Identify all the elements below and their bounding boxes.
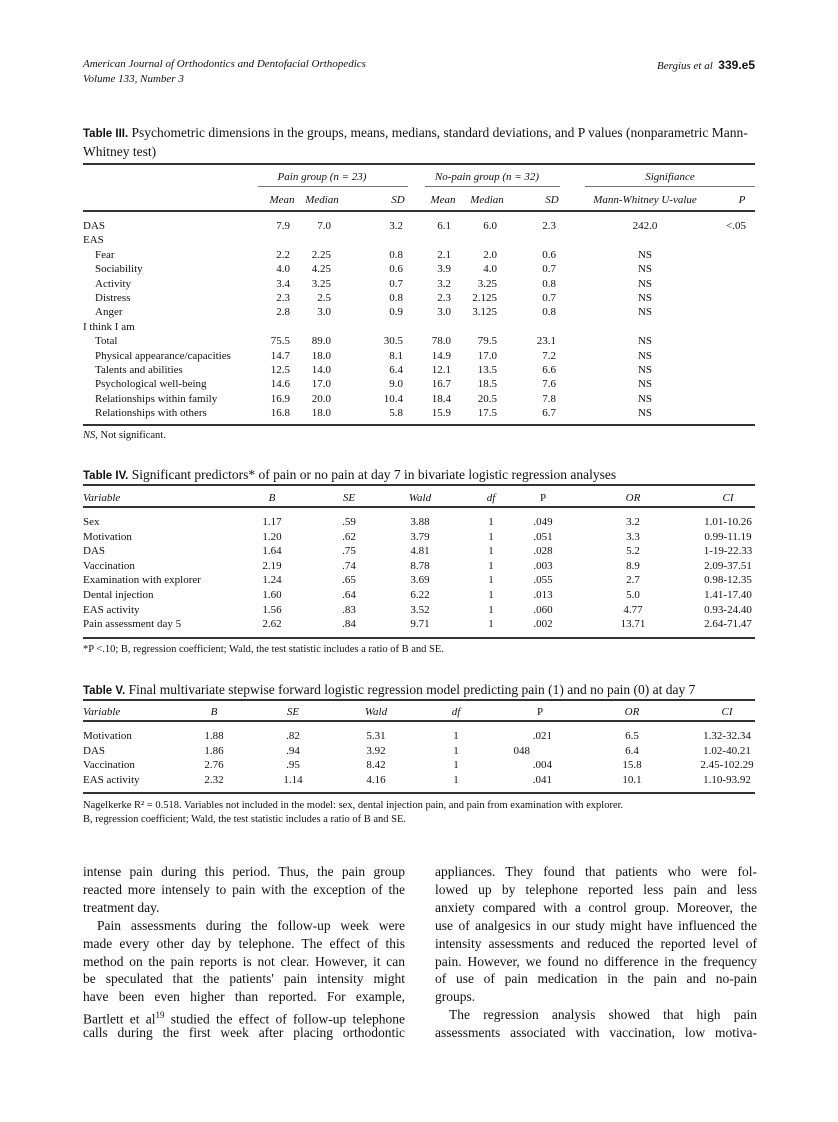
table3-row-label: Total: [95, 335, 118, 348]
table3-cell: 16.8: [270, 407, 290, 420]
table4-label: Table IV.: [83, 470, 129, 482]
table3-cell: NS: [637, 263, 653, 276]
table3-column-header: Mann-Whitney U-value: [593, 194, 697, 206]
group-underline: [258, 186, 408, 187]
table3-row-label: I think I am: [83, 320, 135, 333]
t5-bottom-rule: [83, 792, 755, 794]
table3-cell: 7.8: [542, 392, 556, 405]
table3-cell: 2.8: [276, 306, 290, 319]
t5-cell: .004: [532, 759, 552, 772]
table3-cell: 2.0: [483, 248, 497, 261]
table3-cell: NS: [637, 378, 653, 391]
table3-cell: 6.6: [542, 364, 556, 376]
t4-cell: 1: [488, 574, 494, 587]
t5-cell: 5.31: [366, 730, 386, 742]
t5-cell: 1: [453, 773, 459, 786]
t5-cell: 1.88: [204, 730, 224, 742]
t5-cell: 4.16: [366, 773, 386, 786]
body-line-left: Bartlett et $al^{19}$ studied the effect of follow-up telephone: [83, 1010, 405, 1027]
body-line-right: anxiety compared with a control group. Moreover, the: [435, 899, 757, 915]
body-line-left: calls during the first week after placing orthodontic: [83, 1025, 405, 1041]
table3-cell: 4.0: [483, 263, 497, 276]
t4-cell: .83: [342, 603, 356, 616]
table3-cell: 14.7: [270, 349, 290, 362]
t4-cell: 0.99-11.19: [704, 530, 752, 543]
t4-cell: 3.69: [410, 574, 430, 587]
t5-cell: 1.14: [283, 773, 303, 786]
t4-cell: 1.41-17.40: [704, 589, 752, 601]
table3-cell: 6.0: [483, 220, 497, 232]
table3-cell: 0.8: [542, 306, 556, 319]
table3-cell: 2.125: [472, 292, 497, 304]
t4-cell: 0.98-12.35: [704, 574, 752, 587]
table3-cell: NS: [637, 392, 653, 405]
table3-cell: 75.5: [270, 335, 290, 348]
t4-cell: 1: [488, 545, 494, 558]
t4-cell: 1: [488, 618, 494, 631]
t4-cell: 2.7: [626, 574, 640, 587]
table3-cell: 7.2: [542, 349, 556, 362]
table3-cell: 23.1: [536, 335, 556, 348]
table3-cell: 0.8: [542, 277, 556, 290]
table3-cell: 242.0: [632, 220, 658, 232]
table3-cell: 20.0: [311, 392, 331, 405]
t4-cell: .060: [533, 603, 553, 616]
table3-cell: 7.0: [317, 220, 331, 232]
t4-cell: 8.78: [410, 559, 430, 572]
t5-header-rule: [83, 720, 755, 722]
table5-top-rule: [83, 699, 755, 701]
t5-cell: 1.86: [204, 744, 224, 757]
table3-row-label: Anger: [95, 306, 123, 319]
t5-row-label: Vaccination: [83, 759, 135, 772]
table3-row-label: Distress: [95, 292, 131, 304]
table3-row-label: Fear: [95, 248, 115, 261]
table3-cell: 3.25: [477, 277, 497, 290]
body-line-left: made every other day by telephone. The effect of this: [83, 935, 405, 951]
journal-volume: Volume 133, Number 3: [83, 73, 184, 85]
t4-cell: 1.01-10.26: [704, 516, 752, 528]
table5-caption: [83, 681, 755, 700]
table3-cell: 2.25: [311, 248, 331, 261]
table3-label: Table III.: [83, 128, 129, 140]
t4-cell: 8.9: [626, 559, 640, 572]
t5-cell: 1.02-40.21: [703, 744, 751, 757]
t4-cell: .84: [342, 618, 356, 631]
t4-cell: .051: [533, 530, 553, 543]
journal-title: American Journal of Orthodontics and Dentofacial Orthopedics: [83, 58, 366, 70]
group-underline: [585, 186, 755, 187]
t5-cell: 15.8: [622, 759, 642, 772]
body-line-right: use of analgesics in our study might have influenced the: [435, 917, 757, 933]
table3-column-header: Median: [305, 194, 339, 206]
table3-caption-text: Psychometric dimensions in the groups, means, medians, standard deviations, and P values (nonparametric Mann-Whitney test): [83, 125, 748, 159]
table3-row-label: Relationships within family: [95, 392, 218, 405]
t4-cell: 1.60: [262, 589, 282, 601]
t4-column-header: Wald: [408, 492, 432, 504]
t4-cell: .002: [533, 618, 553, 631]
t4-row-label: Dental injection: [83, 589, 154, 601]
t4-cell: 2.64-71.47: [704, 618, 752, 631]
body-line-right: The regression analysis showed that high pain: [449, 1007, 757, 1023]
table3-note: [83, 430, 166, 441]
body-line-left: Pain assessments during the follow-up week were: [97, 917, 405, 933]
table3-cell: 5.8: [389, 407, 403, 420]
t4-row-label: DAS: [83, 545, 106, 558]
citation-superscript: 19: [155, 1010, 165, 1021]
t5-cell: 1: [453, 759, 459, 772]
table3-column-header: Mean: [430, 194, 456, 206]
t5-cell: .041: [532, 773, 552, 786]
t4-cell: 4.81: [410, 545, 430, 558]
table5-note-2: B, regression coefficient; Wald, the test statistic includes a ratio of B and SE.: [83, 814, 407, 825]
t5-cell: 10.1: [622, 773, 642, 786]
t5-column-header: df: [451, 706, 461, 718]
table3-cell: 4.25: [311, 263, 331, 276]
table3-row-label: Activity: [95, 277, 132, 290]
table3-row-label: Physical appearance/capacities: [95, 349, 231, 362]
table5-label: Table V.: [83, 685, 126, 697]
t4-cell: 2.19: [262, 559, 282, 572]
t4-cell: .055: [533, 574, 553, 587]
t4-cell: 1.64: [262, 545, 282, 558]
t4-cell: 0.93-24.40: [704, 603, 752, 616]
table3-cell: 8.1: [389, 349, 403, 362]
table3-group-header: No-pain group (n = 32): [434, 171, 540, 183]
table3-cell: 3.2: [389, 220, 403, 232]
t4-row-label: Motivation: [83, 530, 132, 543]
table3-row-label: Sociability: [95, 263, 143, 276]
table3-cell: 2.5: [317, 292, 331, 304]
table3-cell: 3.0: [437, 306, 451, 319]
body-line-right: intensity assessments and reduced the reported level of: [435, 935, 757, 951]
table3-top-rule: [83, 163, 755, 165]
table3-cell: 2.1: [437, 248, 451, 261]
table4-note: *P <.10; B, regression coefficient; Wald, the test statistic includes a ratio of B and SE.: [83, 644, 444, 655]
t4-column-header: B: [268, 492, 276, 504]
table3-cell: 6.1: [437, 220, 451, 232]
t5-cell: 2.45-102.29: [700, 759, 754, 772]
table3-cell: 7.6: [542, 378, 556, 391]
group-underline: [425, 186, 560, 187]
table3-cell: 14.9: [431, 349, 451, 362]
t4-cell: 1: [488, 559, 494, 572]
t5-row-label: DAS: [83, 744, 106, 757]
body-line-left: method on the pain reports is not clear. However, it can: [83, 953, 405, 969]
t4-cell: 1: [488, 603, 494, 616]
t5-cell: .021: [532, 730, 552, 742]
t5-cell: .95: [286, 759, 300, 772]
body-line-right: assessments associated with vaccination, low motiva-: [435, 1025, 757, 1041]
table3-cell: 17.0: [311, 378, 331, 391]
table3-cell: 12.1: [431, 364, 451, 376]
t4-row-label: Sex: [83, 516, 100, 528]
t4-cell: 5.0: [626, 589, 640, 601]
table3-row-label: EAS: [83, 234, 104, 247]
t4-cell: 1: [488, 589, 494, 601]
table3-cell: 0.7: [389, 277, 403, 290]
table3-cell: NS: [637, 349, 653, 362]
t5-column-header: CI: [721, 706, 733, 718]
body-line-right: pain. However, we found no difference in the frequency: [435, 953, 757, 969]
table3-group-header: Signifiance: [645, 171, 695, 183]
table3-cell: 15.9: [431, 407, 451, 420]
t5-column-header: B: [210, 706, 218, 718]
table3-cell: 0.8: [389, 292, 403, 304]
t4-bottom-rule: [83, 637, 755, 639]
table3-cell: 30.5: [383, 335, 403, 348]
t4-cell: 4.77: [623, 603, 643, 616]
t5-cell: .94: [286, 744, 300, 757]
table3-cell: 0.6: [542, 248, 556, 261]
authors: Bergius et al: [656, 60, 713, 72]
t4-cell: 6.22: [410, 589, 430, 601]
table3-column-header: SD: [545, 194, 559, 206]
table3-row-label: Relationships with others: [95, 407, 207, 420]
page-header-right: [657, 58, 755, 72]
table3-cell: 17.0: [477, 349, 497, 362]
t5-cell: 8.42: [366, 759, 386, 772]
table3-cell: 89.0: [311, 335, 331, 348]
t4-cell: 2.09-37.51: [704, 559, 752, 572]
table3-cell: 14.0: [311, 364, 331, 376]
table3-cell: 2.3: [276, 292, 290, 304]
table3-cell: NS: [637, 407, 653, 420]
table3-cell: 20.5: [477, 392, 497, 405]
t4-cell: .59: [342, 516, 356, 528]
table3-cell: <.05: [726, 220, 746, 232]
t4-cell: 3.3: [626, 530, 640, 543]
t5-cell: 3.92: [366, 744, 386, 757]
t5-cell: 2.32: [204, 773, 224, 786]
table3-cell: 13.5: [477, 364, 497, 376]
t4-cell: 3.88: [410, 516, 430, 528]
t4-cell: .003: [533, 559, 553, 572]
t5-row-label: Motivation: [83, 730, 132, 742]
table3-cell: NS: [637, 335, 653, 348]
table3-cell: 10.4: [383, 392, 403, 405]
t4-row-label: Examination with explorer: [83, 574, 201, 587]
t4-column-header: df: [486, 492, 496, 504]
t4-header-rule: [83, 506, 755, 508]
body-line-left: have been even higher than reported. For example,: [83, 989, 405, 1005]
t5-cell: 6.4: [625, 744, 639, 757]
t4-column-header: SE: [342, 492, 356, 504]
table3-cell: 7.9: [276, 220, 290, 232]
table3-cell: 18.5: [477, 378, 497, 391]
table3-cell: NS: [637, 277, 653, 290]
t5-cell: .82: [286, 730, 300, 742]
table3-header-rule: [83, 210, 755, 212]
body-line-left: treatment day.: [83, 899, 160, 915]
table3-cell: 6.4: [389, 364, 403, 376]
t5-column-header: SE: [286, 706, 300, 718]
table3-cell: 79.5: [477, 335, 497, 348]
table3-cell: NS: [637, 248, 653, 261]
table3-cell: 3.0: [317, 306, 331, 319]
t4-cell: 3.52: [410, 603, 430, 616]
body-line-right: lowed up by telephone reported less pain and less: [435, 881, 757, 897]
t4-row-label: Vaccination: [83, 559, 135, 572]
table3-cell: 17.5: [477, 407, 497, 420]
table3-row-label: Talents and abilities: [95, 364, 183, 376]
table3-cell: 0.7: [542, 263, 556, 276]
t4-cell: 5.2: [626, 545, 640, 558]
body-line-right: of use of pain medication in the pain and no-pain: [435, 971, 757, 987]
table3-cell: 0.8: [389, 248, 403, 261]
t4-cell: 1-19-22.33: [703, 545, 753, 558]
t4-cell: .65: [342, 574, 356, 587]
table3-cell: 18.4: [431, 392, 451, 405]
t5-cell: 6.5: [625, 730, 639, 742]
body-line-left: be speculated that the patients' pain intensity might: [83, 971, 405, 987]
page-number: 339.e5: [718, 58, 755, 72]
table3-cell: 78.0: [431, 335, 451, 348]
t5-cell: 048: [513, 744, 530, 757]
table3-cell: 12.5: [270, 364, 290, 376]
t4-cell: 3.79: [410, 530, 430, 543]
t4-cell: .028: [533, 545, 553, 558]
table3-cell: 3.4: [276, 277, 290, 290]
t4-cell: 9.71: [410, 618, 430, 631]
table3-cell: 16.9: [270, 392, 290, 405]
table3-cell: 3.2: [437, 277, 451, 290]
table3-cell: 3.25: [311, 277, 331, 290]
table3-cell: 0.7: [542, 292, 556, 304]
t4-cell: 1.24: [262, 574, 282, 587]
table3-cell: 2.3: [542, 220, 556, 232]
table4-top-rule: [83, 484, 755, 486]
table3-cell: 2.2: [276, 248, 290, 261]
table3-cell: NS: [637, 306, 653, 319]
table3-cell: 6.7: [542, 407, 556, 420]
t4-cell: .74: [342, 559, 356, 572]
table3-row-label: Psychological well-being: [95, 378, 207, 391]
t4-row-label: Pain assessment day 5: [83, 618, 182, 631]
t4-column-header: P: [539, 492, 547, 504]
t5-column-header: Wald: [364, 706, 388, 718]
note-text: Not significant.: [97, 430, 166, 441]
table3-cell: 3.125: [472, 306, 497, 319]
t4-cell: .62: [342, 530, 356, 543]
table3-column-header: P: [738, 194, 746, 206]
body-line-right: groups.: [435, 989, 476, 1005]
table3-group-header: Pain group (n = 23): [277, 171, 367, 183]
table3-cell: NS: [637, 292, 653, 304]
t4-cell: .75: [342, 545, 356, 558]
t5-cell: 1.32-32.34: [703, 730, 751, 742]
t4-column-header: Variable: [83, 492, 121, 504]
t4-cell: .049: [533, 516, 553, 528]
t5-column-header: P: [536, 706, 544, 718]
t4-cell: 1.56: [262, 603, 282, 616]
table3-cell: NS: [637, 364, 653, 376]
body-line-left: intense pain during this period. Thus, the pain group: [83, 864, 405, 879]
t5-cell: 1: [453, 744, 459, 757]
table4-caption: [83, 466, 755, 485]
table4-caption-text: Significant predictors* of pain or no pain at day 7 in bivariate logistic regression analyses: [131, 467, 617, 482]
table3-column-header: Mean: [269, 194, 295, 206]
t5-cell: 2.76: [204, 759, 224, 772]
table3-row-label: DAS: [83, 220, 106, 232]
t4-column-header: CI: [722, 492, 734, 504]
table3-cell: 2.3: [437, 292, 451, 304]
table3-column-header: Median: [470, 194, 504, 206]
table3-cell: 16.7: [431, 378, 451, 391]
t4-cell: 3.2: [626, 516, 640, 528]
t4-cell: 2.62: [262, 618, 282, 631]
t5-column-header: OR: [624, 706, 640, 718]
table5-caption-text: Final multivariate stepwise forward logistic regression model predicting pain (1) and no pain (0) at day 7: [128, 682, 696, 697]
table3-cell: 0.9: [389, 306, 403, 319]
t4-column-header: OR: [625, 492, 641, 504]
table3-cell: 14.6: [270, 378, 290, 391]
table3-cell: 4.0: [276, 263, 290, 276]
t4-cell: .64: [342, 589, 356, 601]
table3-cell: 0.6: [389, 263, 403, 276]
t4-cell: 1: [488, 530, 494, 543]
t5-row-label: EAS activity: [83, 773, 140, 786]
body-line-left: reacted more intensely to pain with the exception of the: [83, 881, 405, 897]
t4-cell: 1: [488, 516, 494, 528]
note-abbr: NS,: [83, 430, 98, 441]
t5-cell: 1: [453, 730, 459, 742]
table3-cell: 9.0: [389, 378, 403, 391]
table3-cell: 3.9: [437, 263, 451, 276]
t4-cell: .013: [533, 589, 553, 601]
table3-cell: 18.0: [311, 349, 331, 362]
table5-note-1: Nagelkerke R² = 0.518. Variables not included in the model: sex, dental injection pain, and pain from examination with explorer.: [83, 800, 624, 811]
t4-cell: 13.71: [620, 618, 646, 631]
t5-cell: 1.10-93.92: [703, 773, 751, 786]
t5-column-header: Variable: [83, 706, 121, 718]
table3-column-header: SD: [391, 194, 405, 206]
t4-cell: 1.17: [262, 516, 282, 528]
t4-row-label: EAS activity: [83, 603, 140, 616]
table3-cell: 18.0: [311, 407, 331, 420]
t4-cell: 1.20: [262, 530, 282, 543]
table3-bottom-rule: [83, 424, 755, 426]
table3-caption: [83, 124, 755, 160]
body-line-right: appliances. They found that patients who were fol-: [435, 864, 757, 879]
